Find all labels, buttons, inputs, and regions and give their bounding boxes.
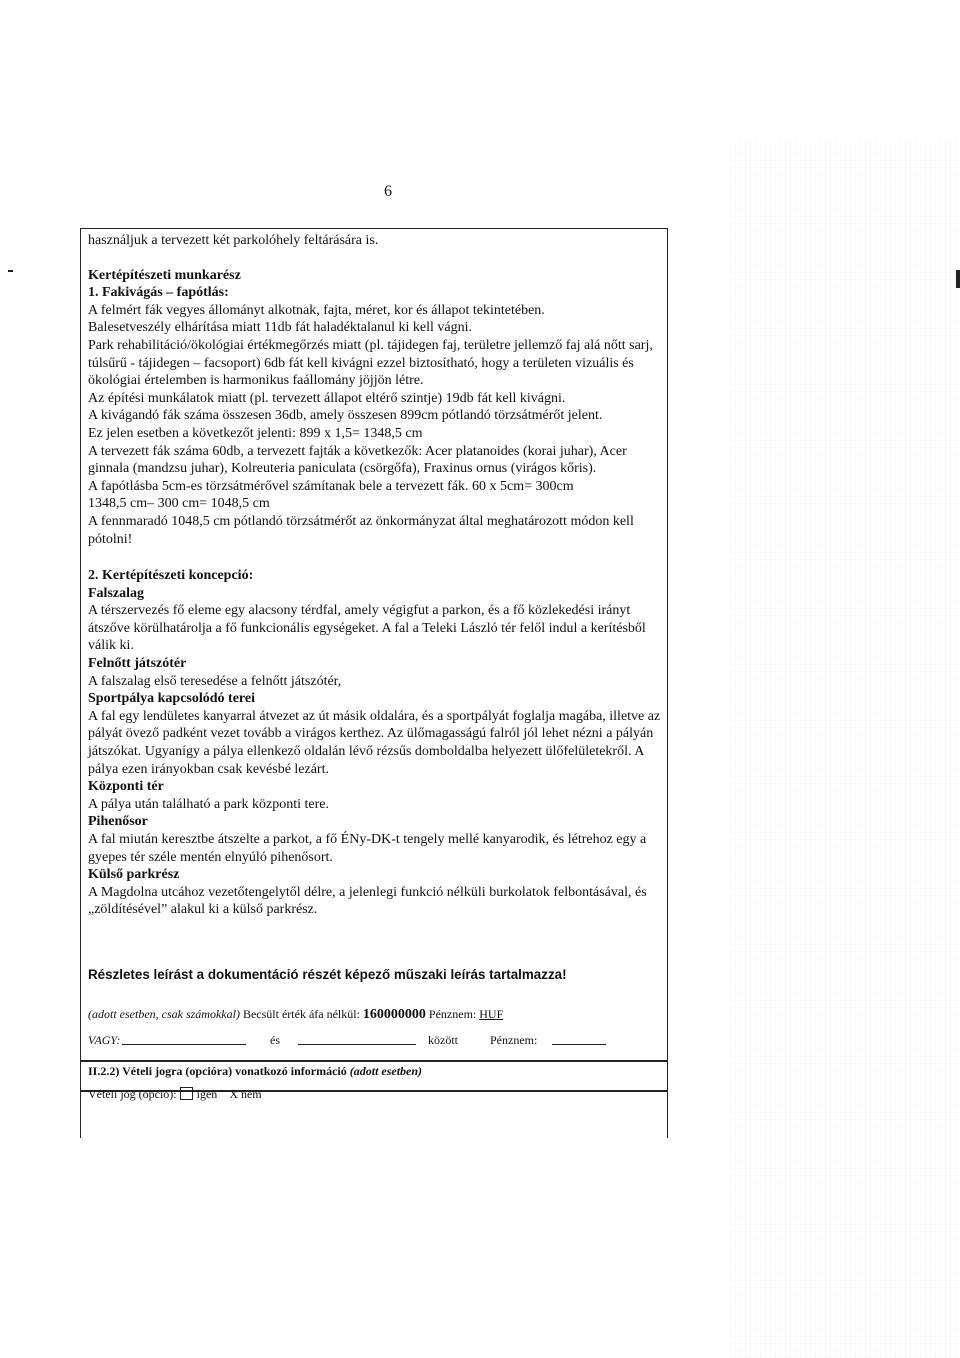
heading-sport: Sportpálya kapcsolódó terei bbox=[88, 691, 255, 707]
scan-noise bbox=[730, 140, 960, 1358]
document-body bbox=[88, 232, 668, 919]
estimate-note: (adott esetben, csak számokkal) bbox=[88, 1007, 240, 1021]
paragraph: Park rehabilitáció/ökológiai értékmegőrzés miatt (pl. tájidegen faj, területre jellemző faj alá nőtt sarj, túlsűrű - tájidegen – facsoport) 6db fát kell kivágni ezzel biztosítható, hogy a területen vizuális és ökológiai értelemben is harmonikus faállomány jöjjön létre. bbox=[88, 337, 653, 389]
subsection-title: 2. Kertépítészeti koncepció: bbox=[88, 568, 254, 584]
paragraph: A Magdolna utcához vezetőtengelytől délre, a jelenlegi funkció nélküli burkolatok felbontásával, és „zöldítésével” alakul ki a külső parkrész. bbox=[88, 884, 647, 918]
yes-label: igen bbox=[196, 1087, 218, 1101]
currency-value: HUF bbox=[479, 1007, 504, 1021]
notice-text: Részletes leírást a dokumentáció részét képező műszaki leírás tartalmazza! bbox=[88, 967, 567, 982]
paragraph: A pálya után található a park központi tere. bbox=[88, 796, 330, 812]
no-mark[interactable]: X bbox=[229, 1087, 238, 1101]
range-from-field[interactable] bbox=[122, 1034, 246, 1045]
currency-label-2: Pénznem: bbox=[490, 1033, 538, 1047]
paragraph: A fal miután keresztbe átszelte a parkot, a fő ÉNy-DK-t tengely mellé kanyarodik, és létrehoz egy a gyepes tér széle mentén elnyúló pihenősort. bbox=[88, 832, 647, 865]
paragraph: A fennmaradó 1048,5 cm pótlandó törzsátmérőt az önkormányzat által meghatározott módon kell pótolni! bbox=[88, 513, 634, 547]
section-title: Kertépítészeti munkarész bbox=[88, 267, 241, 283]
option-line bbox=[88, 1087, 262, 1102]
divider bbox=[80, 1060, 668, 1062]
estimate-label: Becsült érték áfa nélkül: bbox=[242, 1007, 360, 1021]
between-label: között bbox=[428, 1033, 458, 1047]
paragraph: 1348,5 cm– 300 cm= 1048,5 cm bbox=[88, 496, 270, 512]
option-heading-note: (adott esetben) bbox=[349, 1064, 423, 1078]
paragraph: A fapótlásba 5cm-es törzsátmérővel számítanak bele a tervezett fák. 60 x 5cm= 300cm bbox=[88, 478, 574, 494]
paragraph: Balesetveszély elhárítása miatt 11db fát haladéktalanul ki kell vágni. bbox=[88, 320, 472, 336]
option-label: Vételi jog (opció): bbox=[88, 1087, 177, 1101]
range-currency-field[interactable] bbox=[552, 1034, 606, 1045]
heading-falszalag: Falszalag bbox=[88, 585, 144, 601]
paragraph: A kivágandó fák száma összesen 36db, amely összesen 899cm pótlandó törzsátmérőt jelent. bbox=[88, 408, 603, 424]
lead-line: használjuk a tervezett két parkolóhely feltárására is. bbox=[88, 233, 379, 248]
subsection-title: 1. Fakivágás – fapótlás: bbox=[88, 285, 229, 301]
paragraph: A tervezett fák száma 60db, a tervezett fajták a következők: Acer platanoides (korai juhar), Acer ginnala (mandzsu juhar), Kolreuteria paniculata (csörgőfa), Fraxinus ornus (virágos kőris). bbox=[88, 443, 627, 477]
heading-piheno: Pihenősor bbox=[88, 814, 148, 830]
estimate-line bbox=[88, 1007, 503, 1023]
estimate-amount: 160000000 bbox=[362, 1007, 426, 1022]
heading-kulso: Külső parkrész bbox=[88, 867, 180, 883]
paragraph: A fal egy lendületes kanyarral átvezet az út másik oldalára, és a sportpályát foglalja magába, illetve az pályát övező padként vezet tovább a virágos kerthez. Az ülőmagasságú falról jól lehet nézni a pályán játszókat. Ugyanígy a pálya ellenkező oldalán lévő rézsűs domboldalba helyezett ülőfelületekről. A pálya ezen irányokban csak kevésbé lezárt. bbox=[88, 708, 661, 777]
paragraph: Az építési munkálatok miatt (pl. tervezett állapot eltérő szintje) 19db fát kell kivágni. bbox=[88, 390, 566, 406]
currency-label: Pénznem: bbox=[428, 1007, 477, 1021]
range-to-field[interactable] bbox=[298, 1034, 416, 1045]
and-label: és bbox=[270, 1033, 280, 1047]
paragraph: A felmért fák vegyes állományt alkotnak, fajta, méret, kor és állapot tekintetében. bbox=[88, 302, 545, 318]
heading-kozponti: Központi tér bbox=[88, 779, 164, 795]
paragraph: A falszalag első teresedése a felnőtt játszótér, bbox=[88, 673, 342, 689]
paragraph: Ez jelen esetben a következőt jelenti: 899 x 1,5= 1348,5 cm bbox=[88, 425, 423, 441]
edge-mark-right bbox=[956, 270, 960, 288]
edge-mark-left bbox=[8, 270, 13, 272]
yes-checkbox[interactable] bbox=[180, 1087, 193, 1100]
or-label: VAGY: bbox=[88, 1033, 121, 1047]
page-number: 6 bbox=[384, 183, 392, 200]
no-label: nem bbox=[240, 1087, 262, 1101]
heading-felnott: Felnőtt játszótér bbox=[88, 656, 187, 672]
option-heading: II.2.2) Vételi jogra (opcióra) vonatkozó információ (adott esetben) bbox=[88, 1064, 423, 1078]
paragraph: A térszervezés fő eleme egy alacsony térdfal, amely végigfut a parkon, és a fő közlekedési irányt átszőve körülhatárolja a fő funkcionális egységeket. A fal a Teleki László tér felől indul a kerítésből válik ki. bbox=[88, 603, 646, 654]
